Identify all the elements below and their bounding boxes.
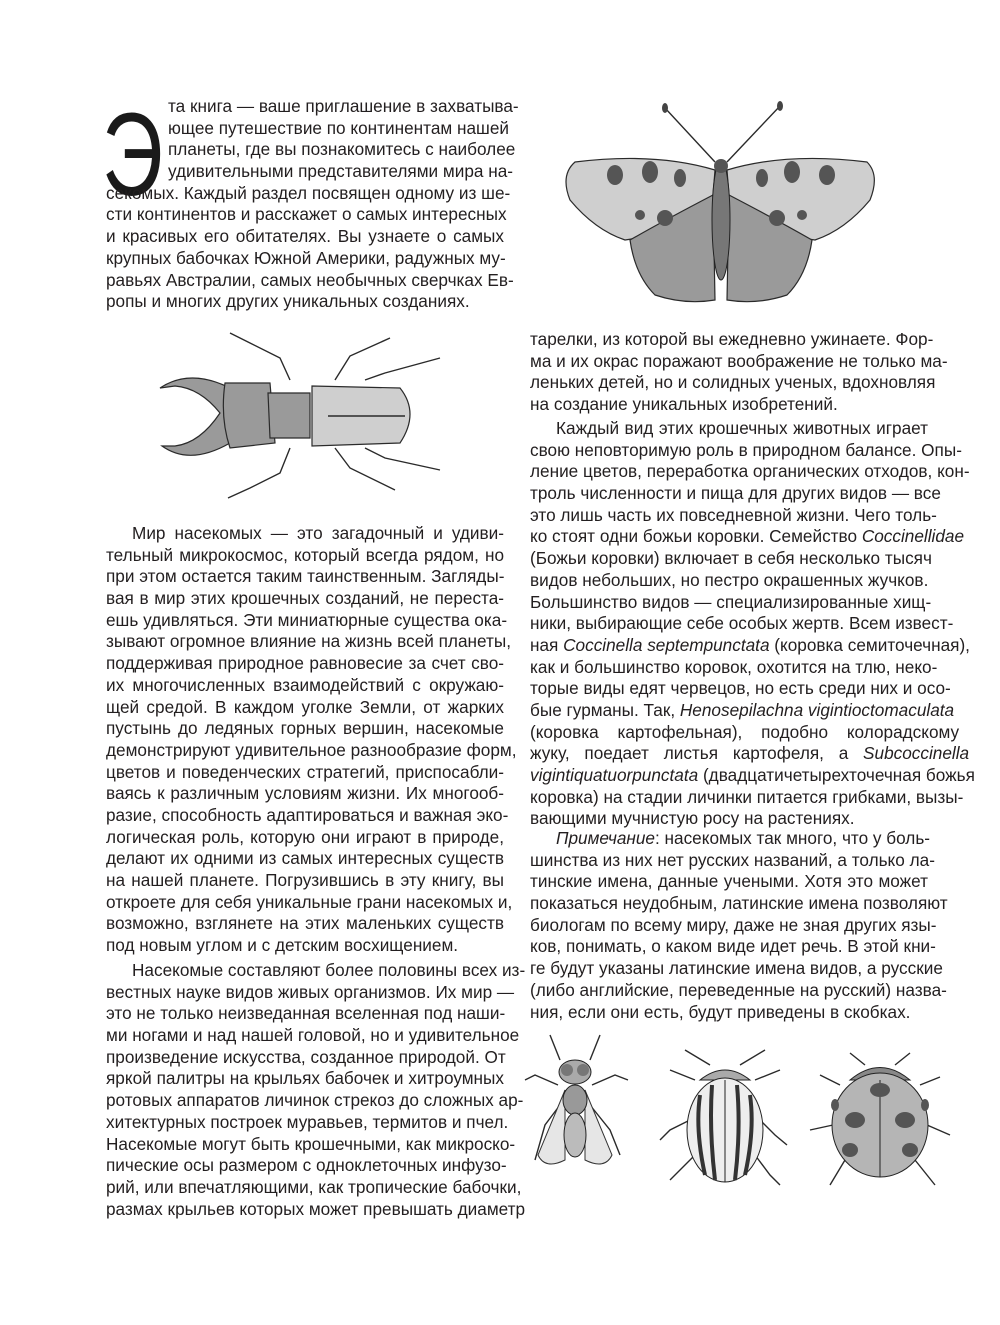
text-line: пустынь до ледяных горных вершин, насекомые <box>106 718 504 739</box>
text-line: разие, способность адаптироваться и важная эко- <box>106 804 509 825</box>
text-line: ваясь к различным условиям жизни. Их многооб- <box>106 783 504 804</box>
text-line: рий, или впечатляющими, как тропические бабочки, <box>106 1176 522 1197</box>
text-line <box>530 634 970 657</box>
text-line: возможно, взглянете на этих маленьких существ <box>106 913 504 934</box>
text-line: как и большинство коровок, охотится на тлю, неко- <box>530 656 938 677</box>
text-line: Мир насекомых — это загадочный и удиви- <box>132 523 504 543</box>
text-line: равьях Австралии, самых необычных сверчках Ев- <box>106 269 514 290</box>
latin-name: Coccinella septempunctata <box>563 634 770 655</box>
text-line: видов небольших, но пестро окрашенных жучков. <box>530 569 929 590</box>
text-line: и красивых его обитателях. Вы узнаете о самых <box>106 226 504 247</box>
text-line: показаться неудобным, латинские имена позволяют <box>530 893 948 914</box>
text-line: ков, понимать, о каком виде идет речь. В этой кни- <box>530 936 936 957</box>
body-paragraph <box>530 329 948 416</box>
text-line: щей средой. В каждом уголке Земли, от жарких <box>106 696 504 717</box>
text-line: демонстрируют удивительное разнообразие форм, <box>106 739 517 760</box>
latin-name: Henosepilachna vigintioctomaculata <box>679 699 955 720</box>
text-line: под новым углом и с детским восхищением. <box>106 935 459 956</box>
text-line: свою неповторимую роль в природном балансе. Опы- <box>530 439 962 460</box>
colorado-beetle-illustration <box>655 1040 795 1190</box>
text-run: (коровка семиточечная), <box>769 634 970 655</box>
text-line: удивительными представителями мира на- <box>168 161 513 182</box>
text-line: вающими мучнистую росу на растениях. <box>530 808 855 829</box>
butterfly-illustration <box>555 100 885 315</box>
text-line: логическая роль, которую они играют в природе, <box>106 826 504 847</box>
text-line: ми ногами и над нашей головой, но и удивительное <box>106 1025 520 1046</box>
text-line: тарелки, из которой вы ежедневно ужинаете. Фор- <box>530 329 934 349</box>
text-line: при этом остается таким таинственным. Загляды- <box>106 566 505 587</box>
text-line: это лишь часть их повседневной жизни. Чего толь- <box>530 504 937 525</box>
text-line: ропы и многих других уникальных созданиях. <box>106 291 470 312</box>
text-line <box>530 765 975 787</box>
text-run: жуку, поедает листья картофеля, а <box>530 743 864 764</box>
body-paragraph <box>106 960 526 1220</box>
text-line: (Божьи коровки) включает в себя несколько тысяч <box>530 548 932 569</box>
text-run: бые гурманы. Так, <box>530 699 680 720</box>
body-paragraph <box>530 418 975 830</box>
text-line: на создание уникальных изобретений. <box>530 394 838 415</box>
text-line: (либо английские, переведенные на русский) назва- <box>530 979 947 1000</box>
text-line: ление цветов, переработка органических отходов, кон- <box>530 461 970 482</box>
text-line: это не только неизведанная вселенная под наши- <box>106 1003 506 1024</box>
text-line <box>530 699 955 722</box>
text-line: яркой палитры на крыльях бабочек и хитроумных <box>106 1068 504 1089</box>
text-line: ротовых аппаратов личинок стрекоз до сложных ар- <box>106 1090 524 1111</box>
text-line: шинства из них нет русских названий, а только ла- <box>530 849 935 870</box>
text-line: делают их одними из самых интересных существ <box>106 848 504 869</box>
fly-illustration <box>520 1030 630 1180</box>
text-line: Насекомые составляют более половины всех из- <box>132 960 526 980</box>
text-line: тельный микрокосмос, который всегда рядом, но <box>106 544 504 565</box>
text-line: Каждый вид этих крошечных животных играет <box>556 418 928 438</box>
text-line: ешь удивляться. Эти миниатюрные существа ока- <box>106 609 508 630</box>
text-line: леньких детей, но и солидных ученых, вдохновляя <box>530 372 936 393</box>
text-line: ющее путешествие по континентам нашей <box>168 117 509 138</box>
text-line: ге будут указаны латинские имена видов, а русские <box>530 958 943 979</box>
intro-paragraph <box>106 96 519 313</box>
text-line: размах крыльев которых может превышать диаметр <box>106 1198 526 1219</box>
text-line <box>530 526 965 548</box>
text-line: торые виды едят червецов, но есть среди них и осо- <box>530 678 951 699</box>
stag-beetle-illustration <box>150 318 470 513</box>
text-run: (двадцатичетырехточечная божья <box>698 765 975 785</box>
text-line: пические осы размером с одноклеточных инфузо- <box>106 1155 507 1176</box>
text-line: Насекомые могут быть крошечными, как микроско- <box>106 1133 516 1154</box>
text-line: хитектурных построек муравьев, термитов и пчел. <box>106 1111 509 1132</box>
text-line: (коровка картофельная), подобно колорадскому <box>530 721 960 742</box>
text-line: коровка) на стадии личинки питается грибками, вызы- <box>530 786 964 807</box>
text-line: планеты, где вы познакомитесь с наиболее <box>168 139 516 160</box>
text-run: ная <box>530 634 564 655</box>
text-line: цветов и поведенческих стратегий, приспосабли- <box>106 761 504 782</box>
text-line: произведение искусства, созданное природой. От <box>106 1046 506 1067</box>
text-run: : насекомых так много, что у боль- <box>654 828 931 848</box>
text-line: сти континентов и расскажет о самых интересных <box>106 204 507 225</box>
text-line: ма и их окрас поражают воображение не только ма- <box>530 350 948 371</box>
latin-name: vigintiquatuorpunctata <box>530 765 699 785</box>
text-line: ники, выбирающие себе особых жертв. Всем извест- <box>530 613 954 634</box>
drop-cap: Э <box>102 89 164 221</box>
text-line: крупных бабочках Южной Америки, радужных му- <box>106 247 506 268</box>
text-line: вестных науке видов живых организмов. Их мир — <box>106 981 515 1002</box>
text-line: троль численности и пища для других видов — все <box>530 483 941 504</box>
text-line: секомых. Каждый раздел посвящен одному из ше- <box>106 182 511 203</box>
latin-name: Coccinellidae <box>861 526 965 547</box>
text-line: биологам по всему миру, даже не зная других язы- <box>530 914 937 935</box>
text-line <box>530 828 931 850</box>
text-line: вая в мир этих крошечных созданий, не переста- <box>106 588 504 609</box>
text-line: зывают огромное влияние на жизнь всей планеты, <box>106 631 512 652</box>
text-run: ко стоят одни божьи коровки. Семейство <box>530 526 862 547</box>
body-paragraph <box>106 523 517 957</box>
text-line: поддерживая природное равновесие за счет сво- <box>106 653 504 674</box>
text-line: на нашей планете. Погрузившись в эту книгу, вы <box>106 870 504 890</box>
text-line: их многочисленных взаимодействий с окружаю- <box>106 674 504 695</box>
ladybird-illustration <box>805 1045 955 1190</box>
text-line: Большинство видов — специализированные хищ- <box>530 591 932 612</box>
text-line <box>530 743 970 765</box>
text-line: тинские имена, данные учеными. Хотя это может <box>530 871 928 892</box>
note-paragraph <box>530 828 948 1023</box>
latin-name: Subcoccinella <box>863 743 970 764</box>
note-label: Примечание <box>556 828 655 848</box>
text-line: та книга — ваше приглашение в захватыва- <box>168 96 519 116</box>
text-line: ния, если они есть, будут приведены в скобках. <box>530 1001 911 1022</box>
text-line: откроете для себя уникальные грани насекомых и, <box>106 891 513 912</box>
